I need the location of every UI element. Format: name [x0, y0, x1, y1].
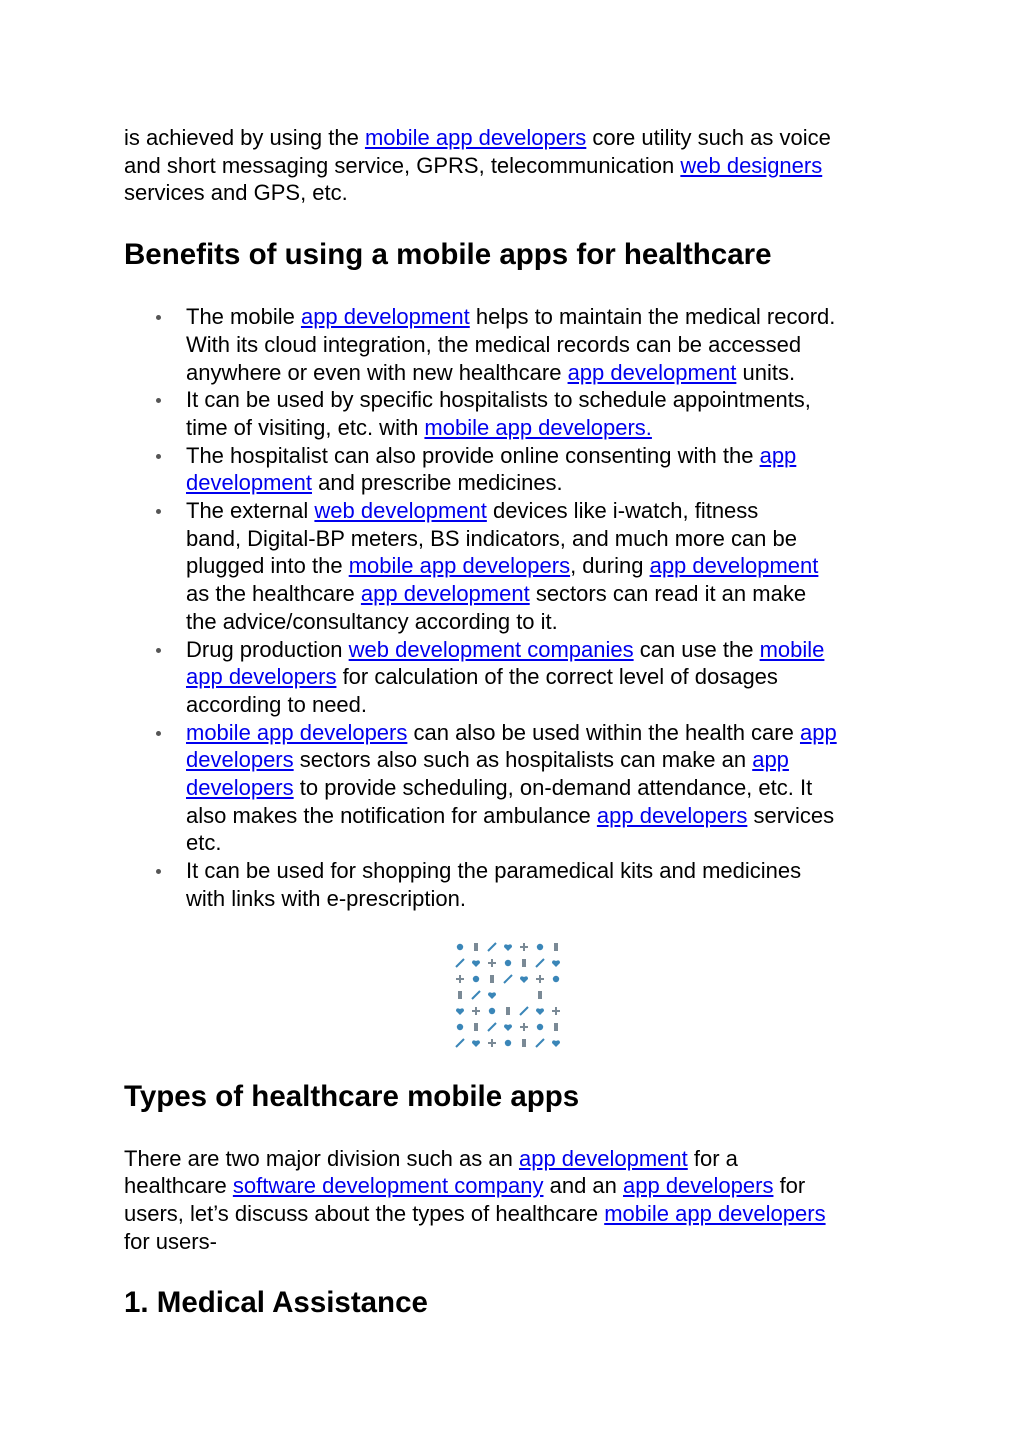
medical-glyph-icon [554, 943, 558, 951]
medical-glyph-icon [553, 975, 559, 981]
medical-glyph-icon [474, 1023, 478, 1031]
inline-link[interactable]: developers [186, 747, 294, 773]
body-text: users, let’s discuss about the types of healthcare [124, 1200, 605, 1226]
body-text: plugged into the [186, 553, 349, 579]
medical-glyph-icon [488, 1023, 496, 1031]
body-text: sectors also such as hospitalists can make an [293, 747, 753, 773]
body-text: is achieved by using the [124, 125, 365, 150]
body-text: and an [543, 1173, 623, 1199]
body-text: Drug production [186, 636, 349, 662]
medical-glyph-icon [552, 1007, 560, 1015]
bullet-icon [156, 731, 161, 736]
body-text: for calculation of the correct level of dosages [336, 664, 778, 690]
medical-glyph-icon [538, 991, 542, 999]
medical-icons-icon [452, 939, 576, 1051]
medical-glyph-icon [504, 975, 512, 983]
body-text: and short messaging service, GPRS, telecommunication [124, 152, 681, 178]
body-text: It can be used for shopping the paramedical kits and medicines [186, 858, 802, 884]
list-item [124, 636, 904, 719]
inline-link[interactable]: app development [360, 581, 530, 607]
medical-glyph-icon [457, 943, 463, 949]
body-text: The mobile [186, 304, 301, 330]
inline-link[interactable]: web designers [680, 152, 823, 178]
list-item [124, 497, 904, 636]
medical-glyph-icon [504, 1024, 512, 1031]
inline-link[interactable]: app developers [623, 1173, 774, 1199]
body-text: anywhere or even with new healthcare [186, 359, 568, 385]
body-text: units. [736, 359, 796, 385]
intro-paragraph [124, 124, 904, 207]
medical-glyph-icon [490, 975, 494, 983]
body-text: band, Digital-BP meters, BS indicators, and much more can be [186, 525, 798, 551]
medical-glyph-icon [488, 992, 496, 999]
inline-link[interactable]: mobile app developers [348, 553, 571, 579]
medical-glyph-icon [474, 943, 478, 951]
body-text: can use the [633, 636, 760, 662]
medical-glyph-icon [520, 1023, 528, 1031]
inline-link[interactable]: app development [518, 1145, 688, 1171]
bullet-icon [156, 869, 161, 874]
medical-glyph-icon [489, 1007, 495, 1013]
body-text: and prescribe medicines. [311, 470, 563, 496]
body-text: helps to maintain the medical record. [469, 304, 836, 330]
medical-glyph-icon [520, 943, 528, 951]
bullet-icon [156, 509, 161, 514]
medical-glyph-icon [473, 975, 479, 981]
medical-glyph-icon [456, 975, 464, 983]
body-text: devices like i-watch, fitness [486, 498, 759, 524]
inline-link[interactable]: app [799, 719, 837, 745]
medical-glyph-icon [472, 991, 480, 999]
medical-glyph-icon [552, 1040, 560, 1047]
inline-link[interactable]: app developers [186, 664, 337, 690]
medical-glyph-icon [522, 959, 526, 967]
inline-link[interactable]: developers [186, 775, 294, 801]
inline-link[interactable]: app development [300, 304, 470, 330]
inline-link[interactable]: mobile app developers [364, 125, 587, 150]
body-text: services [747, 802, 835, 828]
body-text: for users- [124, 1228, 217, 1254]
heading-benefits: Benefits of using a mobile apps for healthcare [124, 238, 772, 272]
medical-glyph-icon [522, 1039, 526, 1047]
inline-link[interactable]: mobile app developers [186, 719, 408, 745]
medical-glyph-icon [536, 975, 544, 983]
inline-link[interactable]: mobile app developers. [424, 414, 652, 440]
body-text: , during [570, 553, 650, 579]
body-text: core utility such as voice [586, 125, 831, 150]
document-page [124, 124, 904, 1321]
inline-link[interactable]: software development company [232, 1173, 544, 1199]
medical-glyph-icon [537, 1023, 543, 1029]
list-item [124, 303, 904, 386]
body-text: for a [687, 1145, 738, 1171]
inline-link[interactable]: development [186, 470, 312, 496]
medical-glyph-icon [472, 1040, 480, 1047]
bullet-icon [156, 315, 161, 320]
medical-glyph-icon [488, 943, 496, 951]
inline-link[interactable]: app development [567, 359, 737, 385]
body-text: It can be used by specific hospitalists to schedule appointments, [186, 387, 811, 413]
medical-glyph-icon [536, 959, 544, 967]
body-text: The external [186, 498, 315, 524]
medical-glyph-icon [504, 944, 512, 951]
body-text: with links with e-prescription. [186, 885, 466, 911]
bullet-icon [156, 648, 161, 653]
medical-glyph-icon [552, 960, 560, 967]
inline-link[interactable]: mobile app developers [604, 1200, 826, 1226]
body-text: sectors can read it an make [529, 581, 807, 607]
list-item [124, 386, 904, 441]
body-text: time of visiting, etc. with [186, 414, 425, 440]
body-text: With its cloud integration, the medical records can be accessed [186, 331, 802, 357]
medical-glyph-icon [488, 959, 496, 967]
inline-link[interactable]: app [752, 747, 789, 773]
inline-link[interactable]: app developers [596, 802, 748, 828]
medical-glyph-icon [457, 1023, 463, 1029]
inline-link[interactable]: mobile [759, 636, 825, 662]
list-item [124, 857, 904, 912]
medical-glyph-icon [505, 1039, 511, 1045]
inline-link[interactable]: app development [649, 553, 819, 579]
body-text: also makes the notification for ambulance [186, 802, 597, 828]
medical-glyph-icon [506, 1007, 510, 1015]
medical-glyph-icon [456, 1008, 464, 1015]
medical-glyph-icon [488, 1039, 496, 1047]
body-text: There are two major division such as an [124, 1145, 519, 1171]
body-text: as the healthcare [186, 581, 361, 607]
medical-glyph-icon [456, 959, 464, 967]
body-text: etc. [186, 830, 222, 856]
medical-glyph-icon [505, 959, 511, 965]
body-text: The hospitalist can also provide online consenting with the [186, 442, 760, 468]
bullet-icon [156, 398, 161, 403]
medical-glyph-icon [536, 1039, 544, 1047]
types-paragraph [124, 1145, 904, 1256]
medical-glyph-icon [472, 1007, 480, 1015]
medical-glyph-icon [537, 943, 543, 949]
body-text: the advice/consultancy according to it. [186, 608, 558, 634]
bullet-icon [156, 454, 161, 459]
medical-glyph-icon [536, 1008, 544, 1015]
benefits-list [124, 303, 904, 912]
medical-glyph-icon [520, 1007, 528, 1015]
healthcare-icon-set-image [452, 939, 576, 1051]
body-text: to provide scheduling, on-demand attendance, etc. It [293, 775, 813, 801]
heading-types: Types of healthcare mobile apps [124, 1079, 580, 1113]
inline-link[interactable]: web development [314, 498, 487, 524]
inline-link[interactable]: web development companies [348, 636, 634, 662]
body-text: according to need. [186, 691, 368, 717]
body-text: healthcare [124, 1173, 233, 1199]
inline-link[interactable]: app [759, 442, 797, 468]
list-item [124, 442, 904, 497]
heading-medical-assistance: 1. Medical Assistance [124, 1286, 428, 1320]
body-text: for [773, 1173, 806, 1199]
medical-glyph-icon [554, 1023, 558, 1031]
medical-glyph-icon [520, 976, 528, 983]
medical-glyph-icon [472, 960, 480, 967]
body-text: can also be used within the health care [407, 719, 800, 745]
list-item [124, 719, 904, 858]
medical-glyph-icon [456, 1039, 464, 1047]
body-text: services and GPS, etc. [124, 180, 348, 206]
medical-glyph-icon [458, 991, 462, 999]
